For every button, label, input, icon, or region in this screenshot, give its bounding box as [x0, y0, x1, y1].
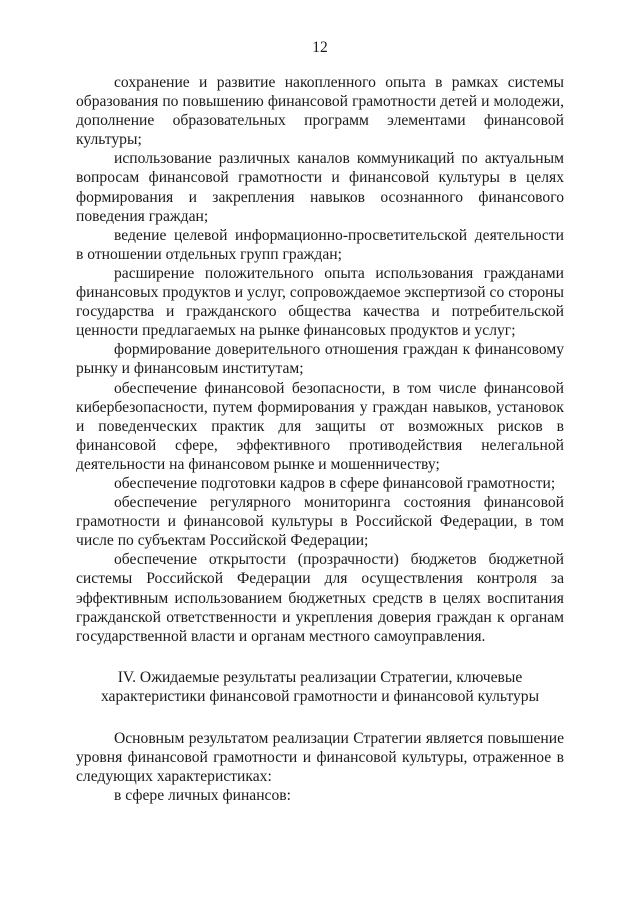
- list-item-financial-security: обеспечение финансовой безопасности, в том числе финансовой кибербезопасности, путем формирования у граждан навыков, установок и поведенческих практик для защиты от возможных рисков в финансовой сфере, эффективного противодействия нелегальной деятельности на финансовом рынке и мошенничеству;: [76, 379, 564, 473]
- section-heading-line-2: характеристики финансовой грамотности и финансовой культуры: [100, 687, 540, 705]
- list-item-communication-channels: использование различных каналов коммуникаций по актуальным вопросам финансовой грамотности и финансовой культуры в целях формирования и закрепления навыков осознанного финансового поведения граждан;: [76, 150, 564, 225]
- list-item-staff-training: обеспечение подготовки кадров в сфере финансовой грамотности;: [114, 474, 556, 492]
- list-item-targeted-outreach: ведение целевой информационно-просветительской деятельности в отношении отдельных групп граждан;: [76, 226, 564, 263]
- list-item-trust: формирование доверительного отношения граждан к финансовому рынку и финансовым институтам;: [76, 341, 564, 378]
- list-item-education: сохранение и развитие накопленного опыта в рамках системы образования по повышению финансовой грамотности детей и молодежи, дополнение образовательных программ элементами финансовой культуры;: [76, 74, 564, 149]
- document-body: [76, 73, 564, 805]
- list-item-monitoring: обеспечение регулярного мониторинга состояния финансовой грамотности и финансовой культуры в Российской Федерации, в том числе по субъектам Российской Федерации;: [76, 494, 564, 550]
- list-item-positive-experience: расширение положительного опыта использования гражданами финансовых продуктов и услуг, сопровождаемое экспертизой со стороны государства и гражданского общества качества и потребительской ценности предлагаемых на рынке финансовых продуктов и услуг;: [76, 264, 564, 340]
- personal-finance-subheading: в сфере личных финансов:: [114, 787, 291, 805]
- list-item-budget-transparency: обеспечение открытости (прозрачности) бюджетов бюджетной системы Российской Федерации для осуществления контроля за эффективным использованием бюджетных средств в целях воспитания гражданской ответственности и укрепления доверия граждан к органам государственной власти и органам местного самоуправления.: [76, 551, 564, 645]
- results-intro-paragraph: Основным результатом реализации Стратегии является повышение уровня финансовой грамотности и финансовой культуры, отраженное в следующих характеристиках:: [76, 730, 564, 786]
- section-heading: [76, 668, 564, 706]
- section-heading-line-1: IV. Ожидаемые результаты реализации Стратегии, ключевые: [117, 668, 523, 686]
- page-number: 12: [312, 39, 328, 56]
